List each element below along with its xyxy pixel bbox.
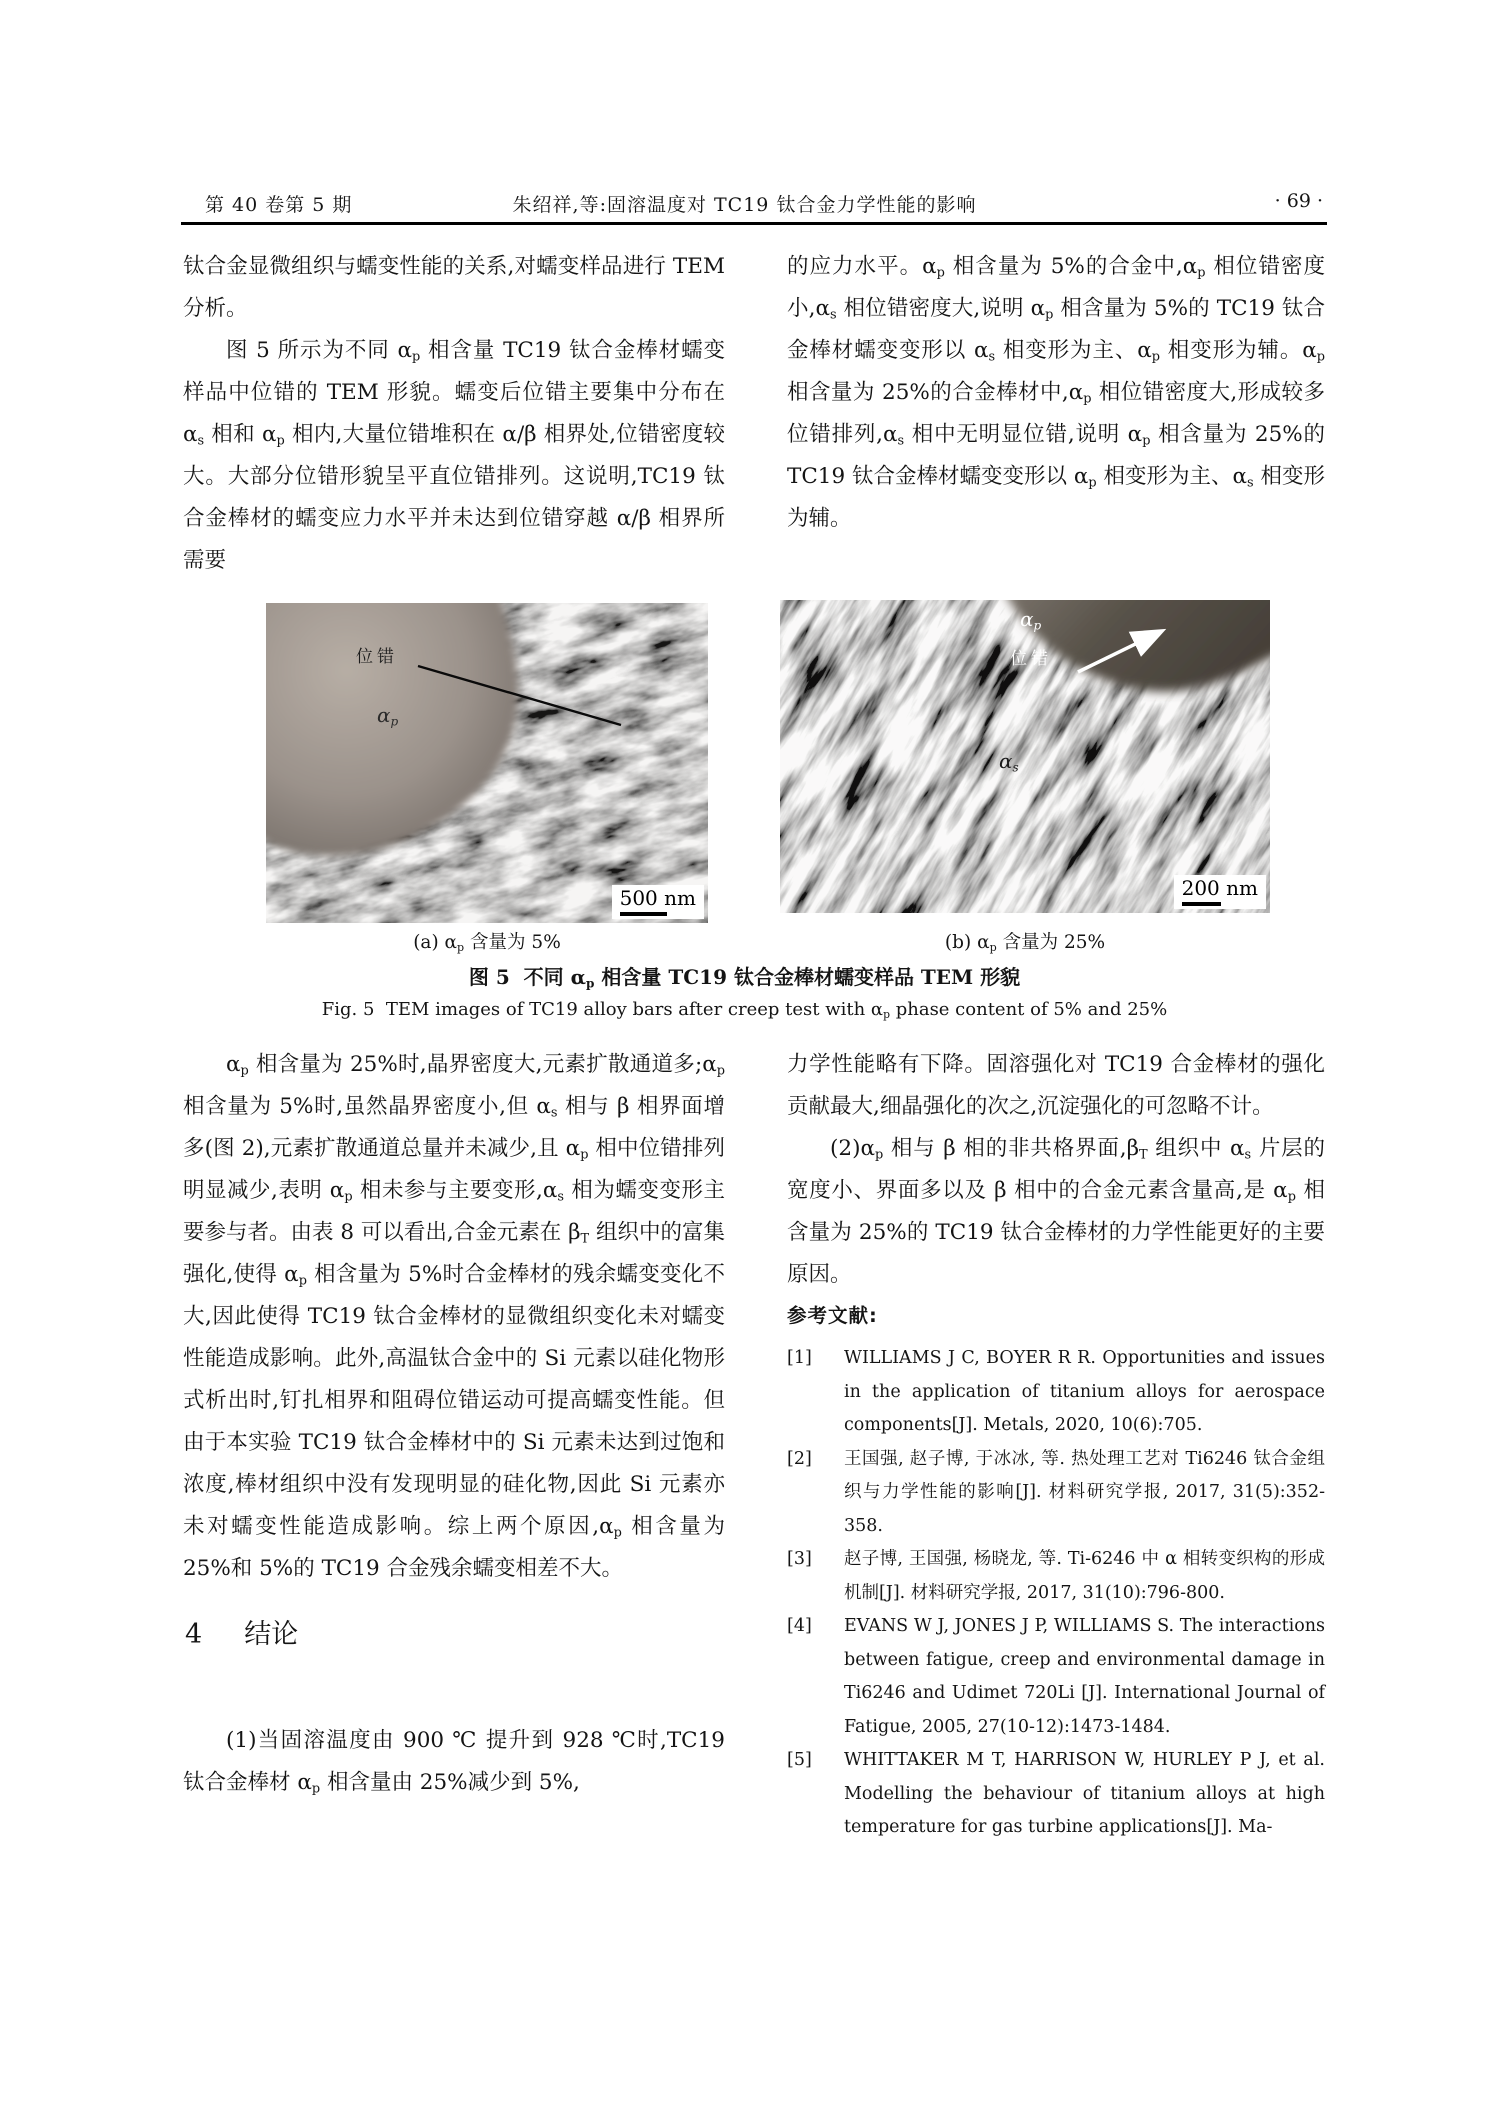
reference-text: EVANS W J, JONES J P, WILLIAMS S. The interactions between fatigue, creep and environmental damage in Ti6246 and Udimet 720Li [J]. International Journal of Fatigue, 2005, 27(10-12):1473-1484. <box>844 1616 1325 1737</box>
left-column-top <box>183 246 725 582</box>
tem-texture-b <box>780 600 1270 913</box>
reference-text: WHITTAKER M T, HARRISON W, HURLEY P J, et al. Modelling the behaviour of titanium alloys at high temperature for gas turbine applications[J]. Ma- <box>844 1750 1325 1837</box>
page-number: · 69 · <box>1274 190 1323 212</box>
running-title: 朱绍祥,等:固溶温度对 TC19 钛合金力学性能的影响 <box>512 194 977 216</box>
reference-number: [2] <box>787 1448 812 1469</box>
tem-texture-a <box>266 603 708 923</box>
subcaption-b: (b) $\alpha_p$ 含量为 25% <box>944 932 1106 955</box>
reference-text: 王国强, 赵子博, 于冰冰, 等. 热处理工艺对 Ti6246 钛合金组织与力学性能的影响[J]. 材料研究学报, 2017, 31(5):352-358. <box>844 1448 1325 1536</box>
reference-number: [4] <box>787 1616 812 1636</box>
references-list <box>787 1342 1325 1845</box>
paragraph: 钛合金显微组织与蠕变性能的关系,对蠕变样品进行 TEM 分析。 <box>183 254 725 321</box>
paragraph: (1)当固溶温度由 900 ℃ 提升到 928 ℃时,TC19 钛合金棒材 $\alpha_p$ 相含量由 25%减少到 5%, <box>183 1728 725 1797</box>
journal-volume-issue: 第 40 卷第 5 期 <box>205 194 353 216</box>
paragraph: 力学性能略有下降。固溶强化对 TC19 合金棒材的强化贡献最大,细晶强化的次之,沉淀强化的可忽略不计。 <box>787 1052 1325 1119</box>
paragraph: 图 5 所示为不同 $\alpha_p$ 相含量 TC19 钛合金棒材蠕变样品中位错的 TEM 形貌。蠕变后位错主要集中分布在 $\alpha_s$ 相和 $\alpha_p$ 相内,大量位错堆积在 α/β 相界处,位错密度较大。大部分位错形貌呈平直位错排列。这说明,TC19 钛合金棒材的蠕变应力水平并未达到位错穿越 α/β 相界所需要 <box>183 338 726 573</box>
right-column-top <box>787 246 1325 540</box>
alpha-p-label-b: $\alpha_p$ <box>1020 607 1042 633</box>
figure-caption-cn: 图 5 不同 $\alpha_p$ 相含量 TC19 钛合金棒材蠕变样品 TEM 形貌 <box>468 965 1021 991</box>
left-column-bottom <box>183 1044 725 1804</box>
section-number: 4 <box>185 1619 203 1650</box>
right-column-bottom <box>787 1044 1325 1845</box>
alpha-p-label-a: $\alpha_p$ <box>377 703 399 729</box>
paragraph: 的应力水平。$\alpha_p$ 相含量为 5%的合金中$,\alpha_p$ 相位错密度小$,\alpha_s$ 相位错密度大,说明 $\alpha_p$ 相含量为 5%的 TC19 钛合金棒材蠕变变形以 $\alpha_s$ 相变形为主、$\alpha_p$ 相变形为辅。$\alpha_p$ 相含量为 25%的合金棒材中$,\alpha_p$ 相位错密度大,形成较多位错排列$,\alpha_s$ 相中无明显位错,说明 $\alpha_p$ 相含量为 25%的 TC19 钛合金棒材蠕变变形以 $\alpha_p$ 相变形为主、$\alpha_s$ 相变形为辅。 <box>787 254 1326 531</box>
reference-text: 赵子博, 王国强, 杨晓龙, 等. Ti-6246 中 α 相转变织构的形成机制[J]. 材料研究学报, 2017, 31(10):796-800. <box>844 1549 1325 1603</box>
figure-caption-en: Fig. 5 TEM images of TC19 alloy bars after creep test with $\alpha_p$ phase content of 5% and 25% <box>321 999 1168 1022</box>
dislocation-label-b: 位错 <box>1010 649 1052 669</box>
reference-item <box>787 1342 1325 1443</box>
dislocation-label-a: 位错 <box>356 647 398 667</box>
reference-number: [1] <box>787 1348 812 1368</box>
reference-item <box>787 1543 1325 1610</box>
subcaption-a: (a) $\alpha_p$ 含量为 5% <box>413 932 561 955</box>
section-title: 结论 <box>244 1619 299 1650</box>
scale-bar-200nm: 200 nm <box>1174 875 1266 909</box>
reference-item <box>787 1443 1325 1544</box>
tem-image-b <box>780 600 1270 913</box>
paragraph: $(2)\alpha_p$ 相与 β 相的非共格界面$,\beta_T$ 组织中 $\alpha_s$ 片层的宽度小、界面多以及 β 相中的合金元素含量高,是 $\alpha_p$ 相含量为 25%的 TC19 钛合金棒材的力学性能更好的主要原因。 <box>787 1136 1325 1287</box>
reference-number: [3] <box>787 1549 812 1569</box>
header-rule <box>181 222 1327 225</box>
reference-item <box>787 1610 1325 1744</box>
reference-text: WILLIAMS J C, BOYER R R. Opportunities and issues in the application of titanium alloys for aerospace components[J]. Metals, 2020, 10(6):705. <box>844 1348 1325 1435</box>
paragraph: $\alpha_p$ 相含量为 25%时,晶界密度大,元素扩散通道多$;\alpha_p$ 相含量为 5%时,虽然晶界密度小,但 $\alpha_s$ 相与 β 相界面增多(图 2),元素扩散通道总量并未减少,且 $\alpha_p$ 相中位错排列明显减少,表明 $\alpha_p$ 相未参与主要变形$,\alpha_s$ 相为蠕变变形主要参与者。由表 8 可以看出,合金元素在 $\beta_T$ 组织中的富集强化,使得 $\alpha_p$ 相含量为 5%时合金棒材的残余蠕变变化不大,因此使得 TC19 钛合金棒材的显微组织变化未对蠕变性能造成影响。此外,高温钛合金中的 Si 元素以硅化物形式析出时,钉扎相界和阻碍位错运动可提高蠕变性能。但由于本实验 TC19 钛合金棒材中的 Si 元素未达到过饱和浓度,棒材组织中没有发现明显的硅化物,因此 Si 元素亦未对蠕变性能造成影响。综上两个原因$,\alpha_p$ 相含量为 25%和 5%的 TC19 合金残余蠕变相差不大。 <box>183 1052 726 1581</box>
section-heading-conclusion <box>185 1616 725 1654</box>
alpha-s-label-b: $\alpha_s$ <box>999 749 1019 775</box>
scale-bar-500nm: 500 nm <box>612 885 704 919</box>
tem-image-a <box>266 603 708 923</box>
references-heading: 参考文献: <box>787 1304 878 1327</box>
reference-item <box>787 1744 1325 1845</box>
reference-number: [5] <box>787 1750 812 1770</box>
